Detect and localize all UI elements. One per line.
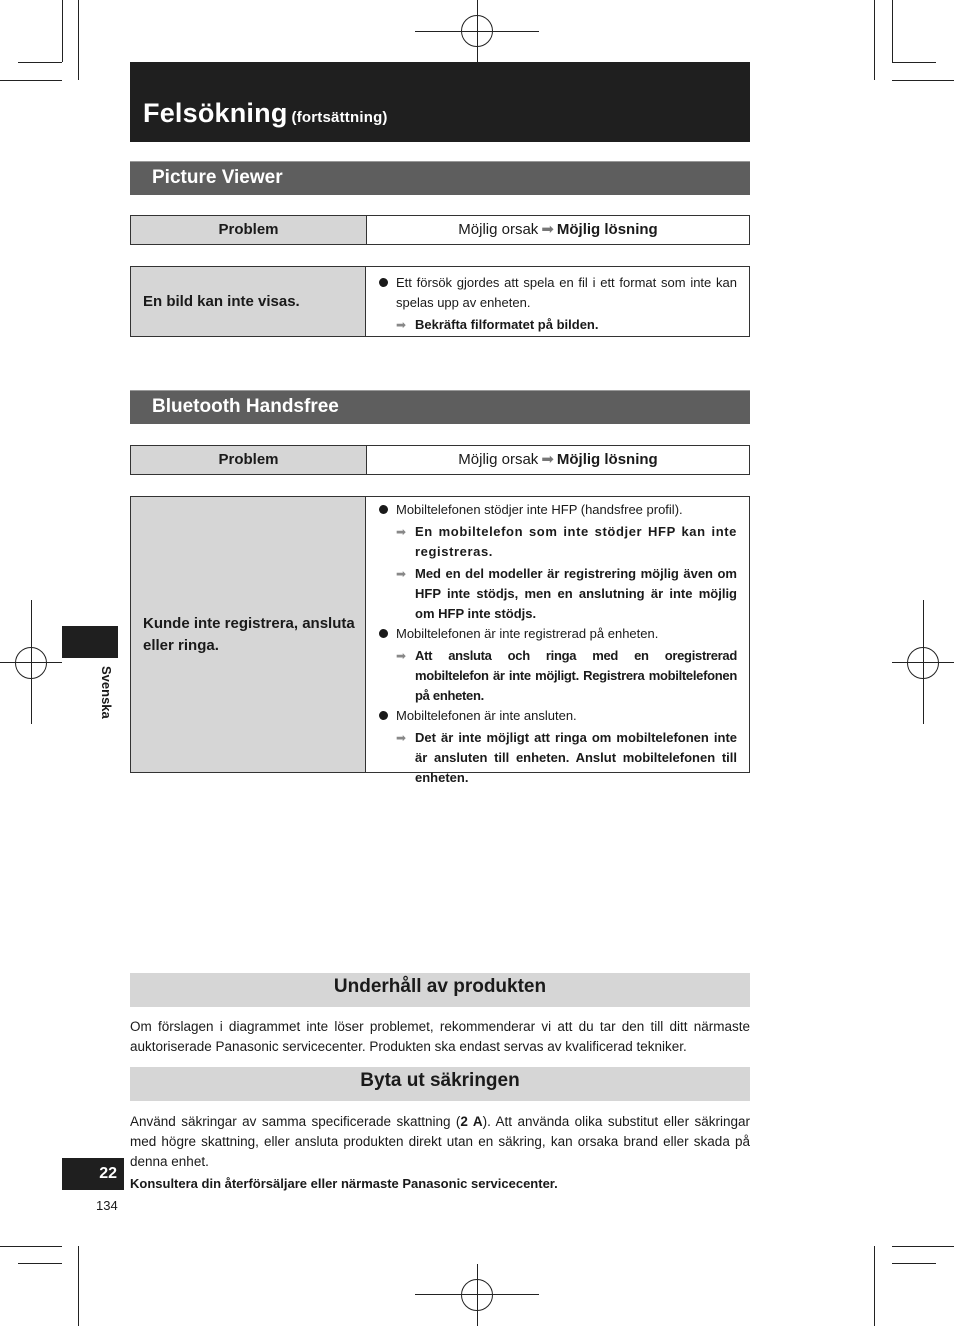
fuse-text-after: ). Att använda olika substitut eller säkringar med högre skattning, eller ansluta produkten direkt utan en säkring, kan orsaka brand eller skada på denna enhet. (130, 1114, 751, 1169)
header-problem: Problem (131, 216, 367, 244)
language-tab-marker (62, 626, 118, 658)
solution-cell (366, 267, 749, 336)
arrow-right-icon: ➡ (541, 221, 554, 238)
table-row (130, 266, 750, 337)
header-solution: Möjlig lösning (556, 451, 658, 468)
fuse-rating: 2 A (460, 1114, 483, 1129)
fuse-text-before: Använd säkringar av samma specificerade skattning ( (130, 1114, 461, 1129)
section-page-number: 22 (62, 1158, 124, 1190)
maintenance-text: Om förslagen i diagrammet inte löser problemet, rekommenderar vi att du tar den till ditt närmaste auktoriserade Panasonic servicecenter. Produkten ska endast servas av kvalificerad tekniker. (130, 1019, 750, 1054)
header-cause: Möjlig orsak (458, 451, 539, 468)
section-heading-fuse: Byta ut säkringen (130, 1067, 750, 1101)
section-heading-picture-viewer: Picture Viewer (130, 161, 750, 195)
table-header (130, 445, 750, 475)
cause-item: Mobiltelefonen stödjer inte HFP (handsfree profil). (378, 500, 737, 520)
fix-item: ➡ Att ansluta och ringa med en oregistrerad mobiltelefon är inte möjligt. Registrera mobiltelefonen på enheten. (378, 646, 737, 706)
cause-item: Ett försök gjordes att spela en fil i ett format som inte kan spelas upp av enheten. (378, 273, 737, 313)
fix-item: ➡ Det är inte möjligt att ringa om mobiltelefonen inte är ansluten till enheten. Anslut mobiltelefonen till enheten. (378, 728, 737, 788)
solution-cell (366, 497, 749, 785)
fix-item: ➡ En mobiltelefon som inte stödjer HFP kan inte registreras. (378, 522, 737, 562)
fuse-text (130, 1112, 750, 1172)
page-number: 134 (96, 1198, 118, 1213)
title-subtitle: (fortsättning) (291, 109, 388, 126)
page-title (143, 98, 388, 129)
table-header (130, 215, 750, 245)
header-problem: Problem (131, 446, 367, 474)
fuse-note: Konsultera din återförsäljare eller närmaste Panasonic servicecenter. (130, 1176, 558, 1191)
header-cause-solution (367, 216, 749, 244)
header-cause-solution (367, 446, 749, 474)
header-cause: Möjlig orsak (458, 221, 539, 238)
fix-item: ➡ Med en del modeller är registrering möjlig även om HFP inte stödjs, men en anslutning är inte möjlig om HFP inte stödjs. (378, 564, 737, 624)
problem-cell: Kunde inte registrera, ansluta eller ringa. (131, 497, 366, 772)
section-heading-bluetooth: Bluetooth Handsfree (130, 390, 750, 424)
language-label: Svenska (99, 666, 114, 719)
page-title-bar (130, 62, 750, 142)
fix-item: ➡ Bekräfta filformatet på bilden. (378, 315, 737, 335)
problem-cell: En bild kan inte visas. (131, 267, 366, 336)
cause-item: Mobiltelefonen är inte registrerad på enheten. (378, 624, 737, 644)
cause-item: Mobiltelefonen är inte ansluten. (378, 706, 737, 726)
header-solution: Möjlig lösning (556, 221, 658, 238)
title-text: Felsökning (143, 98, 288, 128)
table-row (130, 496, 750, 785)
section-heading-maintenance: Underhåll av produkten (130, 973, 750, 1007)
arrow-right-icon: ➡ (541, 451, 554, 468)
